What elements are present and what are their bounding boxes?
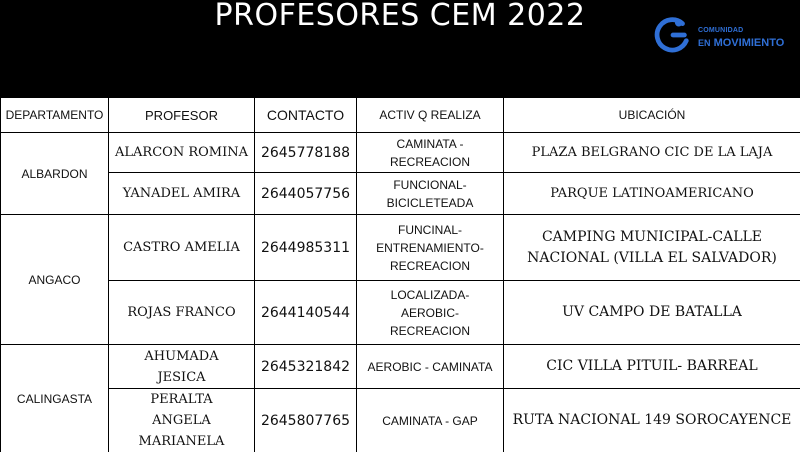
profesor-line: ALARCON ROMINA (115, 145, 248, 160)
ubicacion-line: RUTA NACIONAL 149 SOROCAYENCE (513, 412, 792, 428)
profesores-table (0, 97, 800, 452)
profesor-line: AHUMADA (144, 349, 218, 364)
profesor-line: PERALTA (150, 392, 212, 407)
logo-text-movimiento (698, 37, 784, 49)
logo-swirl-icon (654, 16, 692, 54)
departamento-cell: CALINGASTA (1, 345, 109, 452)
ubicacion-cell (504, 215, 800, 281)
ubicacion-cell (504, 173, 800, 215)
ubicacion-line: NACIONAL (VILLA EL SALVADOR) (527, 250, 777, 266)
actividad-line: RECREACION (390, 259, 470, 273)
profesor-line: MARIANELA (139, 434, 225, 449)
actividad-cell (357, 281, 504, 345)
actividad-cell (357, 133, 504, 173)
profesor-cell (109, 133, 255, 173)
departamento-cell: ALBARDON (1, 133, 109, 215)
contacto-cell: 2645321842 (255, 345, 357, 389)
profesor-cell (109, 173, 255, 215)
profesor-cell (109, 345, 255, 389)
table-row (1, 345, 800, 389)
logo-text-en: EN (698, 38, 711, 48)
header-actividad: ACTIV Q REALIZA (357, 98, 504, 133)
header-departamento: DEPARTAMENTO (1, 98, 109, 133)
table-row (1, 133, 800, 173)
page-title: PROFESORES CEM 2022 (0, 0, 800, 36)
profesor-cell (109, 281, 255, 345)
actividad-line: CAMINATA - GAP (382, 414, 478, 428)
ubicacion-line: CAMPING MUNICIPAL-CALLE (542, 229, 762, 245)
actividad-cell (357, 173, 504, 215)
table-row (1, 215, 800, 281)
table-header-row (1, 98, 800, 133)
actividad-line: FUNCIONAL- (393, 178, 466, 192)
actividad-line: BICICLETEADA (387, 196, 474, 210)
profesor-line: CASTRO AMELIA (123, 240, 240, 255)
ubicacion-cell (504, 281, 800, 345)
ubicacion-line: PLAZA BELGRANO CIC DE LA LAJA (532, 145, 773, 160)
header-bar (0, 0, 800, 97)
actividad-line: AEROBIC- (401, 306, 459, 320)
ubicacion-line: PARQUE LATINOAMERICANO (550, 186, 754, 201)
table-row (1, 173, 800, 215)
profesor-line: ANGELA (152, 413, 211, 428)
comunidad-en-movimiento-logo (654, 14, 800, 58)
ubicacion-cell (504, 345, 800, 389)
actividad-cell (357, 215, 504, 281)
actividad-line: ENTRENAMIENTO- (376, 241, 484, 255)
logo-text-comunidad: COMUNIDAD (698, 27, 743, 34)
table-row (1, 389, 800, 452)
departamento-cell: ANGACO (1, 215, 109, 345)
profesor-line: YANADEL AMIRA (123, 186, 240, 201)
actividad-line: AEROBIC - CAMINATA (368, 360, 493, 374)
ubicacion-cell (504, 133, 800, 173)
table-row (1, 281, 800, 345)
profesor-cell (109, 215, 255, 281)
profesor-cell (109, 389, 255, 452)
contacto-cell: 2645807765 (255, 389, 357, 452)
contacto-cell: 2644985311 (255, 215, 357, 281)
contacto-cell: 2645778188 (255, 133, 357, 173)
profesor-line: ROJAS FRANCO (127, 305, 235, 320)
logo-text-main: MOVIMIENTO (714, 37, 785, 49)
actividad-cell (357, 389, 504, 452)
header-contacto: CONTACTO (255, 98, 357, 133)
actividad-line: RECREACION (390, 324, 470, 338)
contacto-cell: 2644140544 (255, 281, 357, 345)
contacto-cell: 2644057756 (255, 173, 357, 215)
header-profesor: PROFESOR (109, 98, 255, 133)
actividad-cell (357, 345, 504, 389)
ubicacion-line: CIC VILLA PITUIL- BARREAL (546, 358, 757, 374)
ubicacion-cell (504, 389, 800, 452)
actividad-line: CAMINATA - (397, 137, 464, 151)
actividad-line: LOCALIZADA- (391, 288, 470, 302)
ubicacion-line: UV CAMPO DE BATALLA (562, 304, 742, 320)
actividad-line: FUNCINAL- (398, 223, 462, 237)
actividad-line: RECREACION (390, 155, 470, 169)
profesor-line: JESICA (157, 370, 205, 385)
header-ubicacion: UBICACIÓN (504, 98, 800, 133)
